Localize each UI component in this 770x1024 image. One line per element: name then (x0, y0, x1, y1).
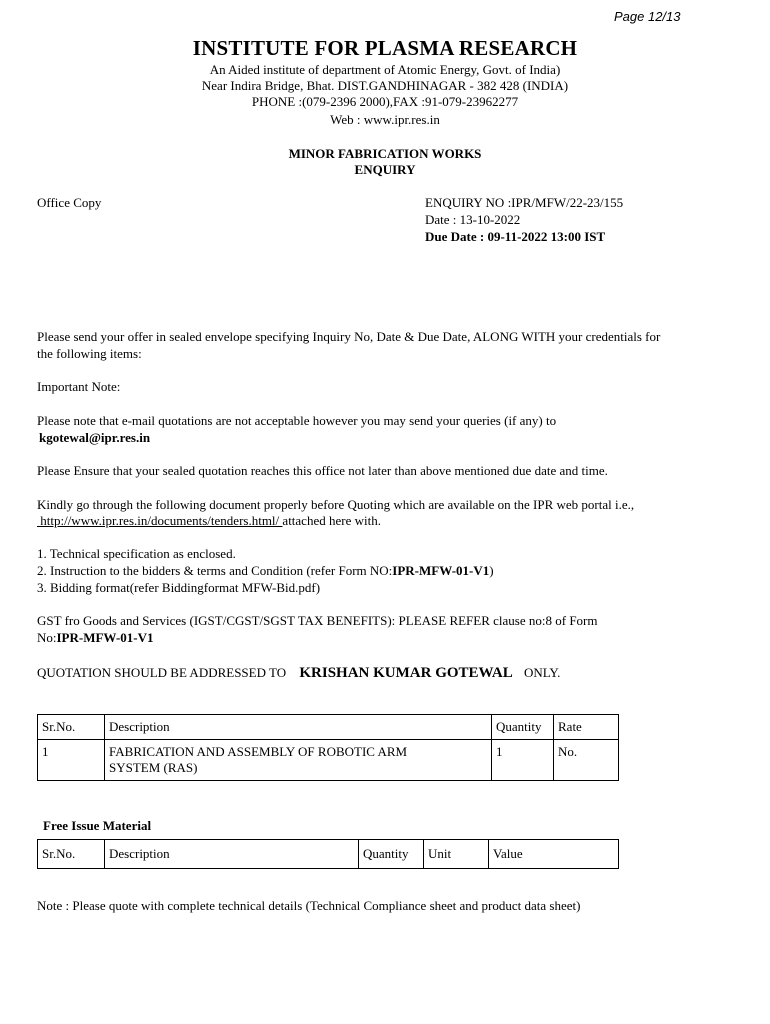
institute-address: Near Indira Bridge, Bhat. DIST.GANDHINAGAR - 382 428 (INDIA) (201, 78, 569, 93)
attached-text: attached here with. (282, 513, 381, 528)
gst-form-reference: IPR-MFW-01-V1 (56, 630, 154, 645)
document-note: Kindly go through the following document properly before Quoting which are available on the IPR web portal i.e., (37, 497, 635, 512)
address-prefix: QUOTATION SHOULD BE ADDRESSED TO (37, 665, 287, 680)
cell-rate: No. (554, 740, 619, 781)
addressee-name: KRISHAN KUMAR GOTEWAL (299, 665, 513, 681)
list-item-3: 3. Bidding format(refer Biddingformat MFW-Bid.pdf) (37, 580, 321, 595)
table-header-row (38, 840, 619, 869)
form-reference: IPR-MFW-01-V1 (392, 563, 490, 578)
gst-note-line1: GST fro Goods and Services (IGST/CGST/SGST TAX BENEFITS): PLEASE REFER clause no:8 of Form (37, 613, 598, 628)
cell-description: FABRICATION AND ASSEMBLY OF ROBOTIC ARM SYSTEM (RAS) (105, 740, 492, 781)
enquiry-number: ENQUIRY NO :IPR/MFW/22-23/155 (425, 195, 624, 210)
portal-link[interactable]: http://www.ipr.res.in/documents/tenders.html/ (37, 513, 283, 528)
list-item-1: 1. Technical specification as enclosed. (37, 546, 236, 561)
institute-affiliation: An Aided institute of department of Atomic Energy, Govt. of India) (209, 62, 561, 77)
cell-srno: 1 (38, 740, 105, 781)
list-item-2: 2. Instruction to the bidders & terms and Condition (refer Form NO:IPR-MFW-01-V1) (37, 563, 494, 578)
free-issue-heading: Free Issue Material (43, 818, 152, 833)
table-row (38, 740, 619, 781)
table-header-row (38, 715, 619, 740)
offer-paragraph-line2: the following items: (37, 346, 142, 361)
institute-name: INSTITUTE FOR PLASMA RESEARCH (192, 36, 578, 60)
enquiry-date: Date : 13-10-2022 (425, 212, 521, 227)
header-description: Description (105, 715, 492, 740)
header-rate: Rate (554, 715, 619, 740)
address-line (37, 665, 560, 682)
due-date: Due Date : 09-11-2022 13:00 IST (425, 229, 606, 244)
header-quantity: Quantity (359, 840, 424, 869)
items-table (37, 714, 619, 781)
cell-quantity: 1 (492, 740, 554, 781)
free-issue-table (37, 839, 619, 869)
institute-web: Web : www.ipr.res.in (330, 112, 440, 127)
offer-paragraph-line1: Please send your offer in sealed envelope specifying Inquiry No, Date & Due Date, ALONG WITH your credentials for (37, 329, 661, 344)
header-srno: Sr.No. (38, 840, 105, 869)
header-srno: Sr.No. (38, 715, 105, 740)
email-note: Please note that e-mail quotations are not acceptable however you may send your queries (if any) to (37, 413, 557, 428)
header-unit: Unit (424, 840, 489, 869)
header-quantity: Quantity (492, 715, 554, 740)
header-value: Value (489, 840, 619, 869)
header-description: Description (105, 840, 359, 869)
address-suffix: ONLY. (523, 665, 561, 680)
document-subtitle: ENQUIRY (354, 162, 416, 177)
gst-note-line2: No:IPR-MFW-01-V1 (37, 630, 154, 645)
contact-email[interactable]: kgotewal@ipr.res.in (39, 430, 151, 445)
office-copy-label: Office Copy (37, 195, 102, 210)
institute-phone: PHONE :(079-2396 2000),FAX :91-079-23962277 (251, 94, 519, 109)
important-note-heading: Important Note: (37, 379, 121, 394)
document-title: MINOR FABRICATION WORKS (288, 146, 482, 161)
page-number: Page 12/13 (614, 9, 681, 24)
ensure-note: Please Ensure that your sealed quotation reaches this office not later than above mentioned due date and time. (37, 463, 608, 478)
portal-line (37, 513, 381, 529)
final-note: Note : Please quote with complete technical details (Technical Compliance sheet and product data sheet) (37, 898, 581, 913)
